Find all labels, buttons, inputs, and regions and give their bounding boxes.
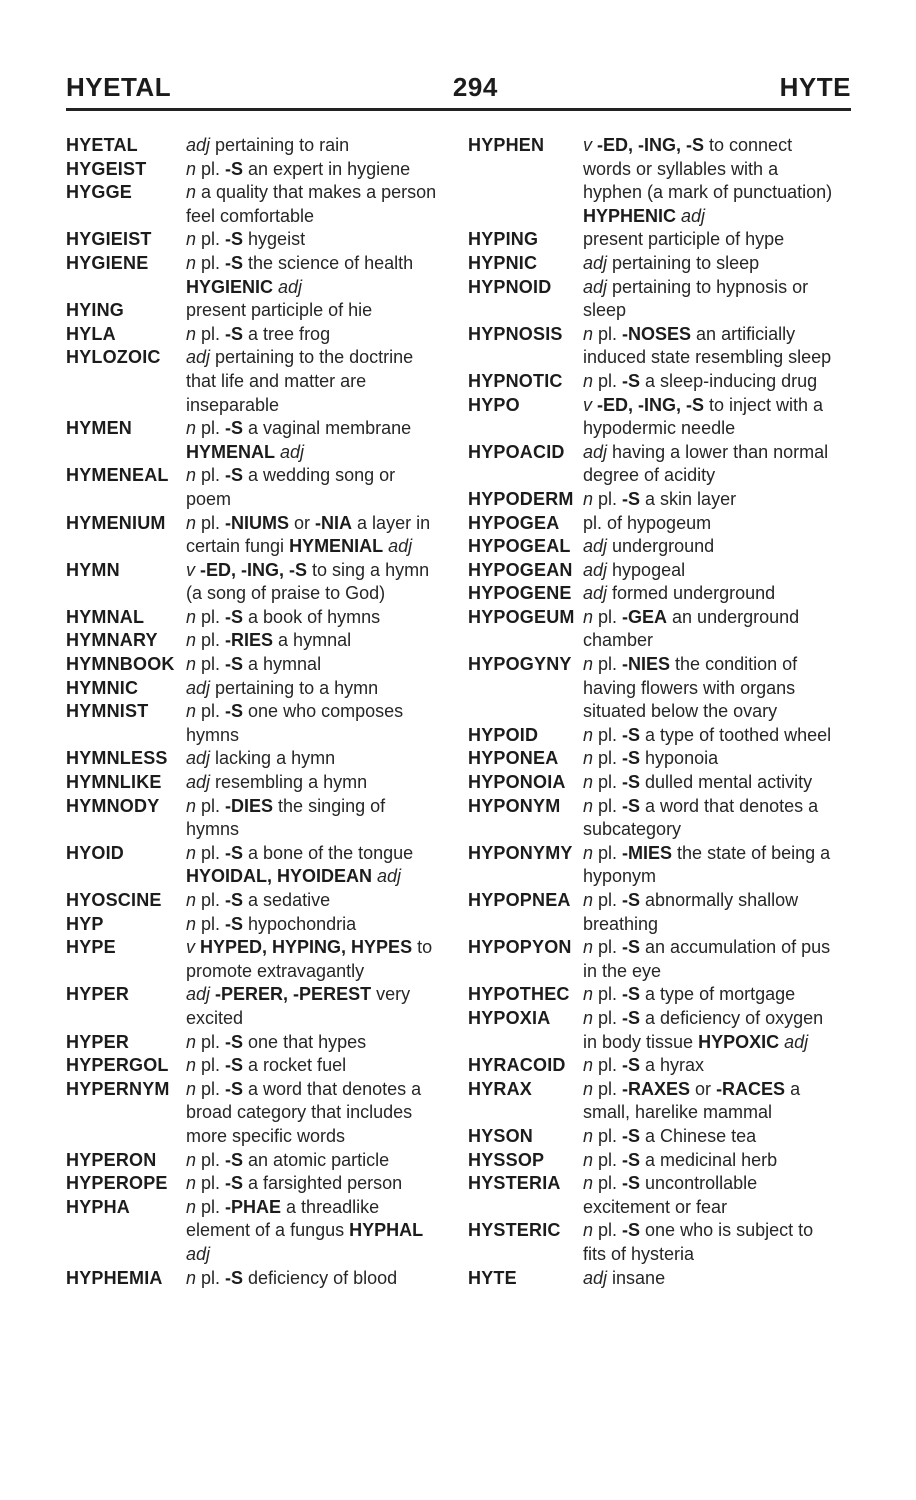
entry-word: HYSTERIC bbox=[468, 1220, 561, 1241]
dictionary-entry bbox=[66, 346, 442, 417]
dictionary-entry bbox=[66, 747, 442, 771]
entry-word: HYPOXIA bbox=[468, 1007, 551, 1028]
entry-word: HYETAL bbox=[66, 135, 138, 155]
dictionary-entry bbox=[468, 582, 838, 606]
entry-word: HYPOGYNY bbox=[468, 654, 572, 675]
entry-word: HYGIENE bbox=[66, 252, 149, 273]
dictionary-entry bbox=[468, 228, 838, 252]
dictionary-entry bbox=[468, 370, 838, 394]
dictionary-entry bbox=[468, 441, 838, 488]
dictionary-entry bbox=[66, 653, 442, 677]
entry-definition: adj having a lower than normal degree of acidity bbox=[583, 441, 829, 486]
entry-definition: adj lacking a hymn bbox=[186, 748, 336, 769]
entry-word: HYPHEMIA bbox=[66, 1267, 163, 1288]
entry-definition: v -ED, -ING, -S to connect words or syllables with a hyphen (a mark of punctuation) HYPHENIC adj bbox=[583, 135, 833, 226]
dictionary-entry bbox=[468, 771, 838, 795]
entry-definition: adj formed underground bbox=[583, 583, 776, 604]
dictionary-entry bbox=[66, 795, 442, 842]
entry-definition: n pl. -S a type of toothed wheel bbox=[583, 724, 832, 745]
entry-word: HYMNARY bbox=[66, 630, 158, 651]
entry-word: HYMEN bbox=[66, 418, 133, 439]
entry-definition: n pl. -S a farsighted person bbox=[186, 1173, 403, 1194]
dictionary-entry bbox=[468, 606, 838, 653]
entry-word: HYMNAL bbox=[66, 606, 145, 627]
entry-definition: n pl. -S a tree frog bbox=[186, 323, 331, 344]
entry-word: HYGGE bbox=[66, 182, 133, 203]
entry-definition: present participle of hie bbox=[186, 300, 373, 321]
entry-word: HYMENIUM bbox=[66, 512, 166, 533]
entry-word: HYPOACID bbox=[468, 441, 565, 462]
dictionary-entry bbox=[468, 1267, 838, 1291]
dictionary-entry bbox=[66, 417, 442, 464]
dictionary-entry bbox=[468, 535, 838, 559]
entry-definition: n pl. -S dulled mental activity bbox=[583, 772, 813, 793]
entry-word: HYSON bbox=[468, 1125, 534, 1146]
entry-definition: n pl. -S an expert in hygiene bbox=[186, 158, 411, 179]
dictionary-entry bbox=[468, 394, 838, 441]
dictionary-entry bbox=[66, 323, 442, 347]
entry-definition: n pl. -S a rocket fuel bbox=[186, 1055, 347, 1076]
dictionary-entry bbox=[66, 1078, 442, 1149]
entry-word: HYPNOSIS bbox=[468, 323, 563, 344]
entry-definition: n pl. -S deficiency of blood bbox=[186, 1267, 398, 1288]
dictionary-entry bbox=[66, 889, 442, 913]
entry-definition: adj -PERER, -PEREST very excited bbox=[186, 984, 411, 1028]
dictionary-entry bbox=[468, 1125, 838, 1149]
dictionary-entry bbox=[468, 983, 838, 1007]
dictionary-entry bbox=[66, 983, 442, 1030]
entry-definition: adj resembling a hymn bbox=[186, 772, 368, 793]
entry-word: HYPO bbox=[468, 394, 520, 415]
entry-word: HYING bbox=[66, 300, 125, 321]
entry-definition: pl. of hypogeum bbox=[583, 512, 712, 533]
dictionary-entry bbox=[468, 512, 838, 536]
entry-definition: n pl. -PHAE a threadlike element of a fungus HYPHAL adj bbox=[186, 1196, 424, 1264]
entry-definition: adj hypogeal bbox=[583, 559, 686, 580]
entry-definition: n pl. -S uncontrollable excitement or fear bbox=[583, 1173, 758, 1217]
dictionary-entry bbox=[468, 252, 838, 276]
dictionary-entry bbox=[66, 1267, 442, 1291]
entry-word: HYMNLESS bbox=[66, 748, 168, 769]
dictionary-entry bbox=[66, 252, 442, 299]
dictionary-entry bbox=[468, 842, 838, 889]
entry-definition: n pl. -S a vaginal membrane HYMENAL adj bbox=[186, 418, 412, 462]
entry-definition: adj pertaining to hypnosis or sleep bbox=[583, 276, 809, 321]
entry-word: HYPOGEAN bbox=[468, 559, 573, 580]
page-number: 294 bbox=[452, 72, 498, 102]
entry-definition: n a quality that makes a person feel comfortable bbox=[186, 182, 437, 226]
entry-word: HYMNODY bbox=[66, 795, 160, 816]
entry-word: HYPONYMY bbox=[468, 842, 573, 863]
dictionary-entry bbox=[66, 771, 442, 795]
entry-definition: n pl. -S one that hypes bbox=[186, 1031, 367, 1052]
entry-definition: n pl. -S an accumulation of pus in the eye bbox=[583, 937, 831, 981]
entry-word: HYPONOIA bbox=[468, 772, 566, 793]
entry-definition: n pl. -S hygeist bbox=[186, 229, 306, 250]
entry-word: HYGIEIST bbox=[66, 229, 152, 250]
entry-definition: n pl. -S a type of mortgage bbox=[583, 984, 796, 1005]
entry-word: HYOID bbox=[66, 842, 125, 863]
dictionary-entry bbox=[66, 1196, 442, 1267]
dictionary-entry bbox=[66, 913, 442, 937]
entry-definition: n pl. -S a book of hymns bbox=[186, 606, 381, 627]
entry-word: HYLA bbox=[66, 323, 116, 344]
entry-definition: n pl. -S a sleep-inducing drug bbox=[583, 370, 818, 391]
dictionary-entry bbox=[468, 724, 838, 748]
entry-word: HYSSOP bbox=[468, 1149, 545, 1170]
entry-word: HYPONYM bbox=[468, 795, 561, 816]
entry-definition: n pl. -S one who composes hymns bbox=[186, 701, 404, 745]
dictionary-entry bbox=[468, 488, 838, 512]
dictionary-entry bbox=[66, 464, 442, 511]
entry-word: HYMNBOOK bbox=[66, 654, 175, 675]
entry-definition: n pl. -S abnormally shallow breathing bbox=[583, 890, 799, 934]
entry-word: HYMNIC bbox=[66, 677, 139, 698]
entry-definition: n pl. -S the science of health HYGIENIC adj bbox=[186, 252, 414, 297]
entry-definition: adj insane bbox=[583, 1267, 666, 1288]
entry-definition: n pl. -S a word that denotes a subcategory bbox=[583, 795, 819, 840]
entry-word: HYPODERM bbox=[468, 488, 574, 509]
entry-word: HYPOGEUM bbox=[468, 606, 575, 627]
dictionary-entry bbox=[468, 747, 838, 771]
entry-word: HYPNOID bbox=[468, 276, 552, 297]
entry-definition: adj underground bbox=[583, 536, 715, 557]
dictionary-entry bbox=[468, 889, 838, 936]
dictionary-entry bbox=[66, 936, 442, 983]
entry-definition: n pl. -NIES the condition of having flowers with organs situated below the ovary bbox=[583, 654, 798, 722]
dictionary-entry bbox=[66, 842, 442, 889]
entry-definition: n pl. -GEA an underground chamber bbox=[583, 606, 800, 651]
entry-definition: adj pertaining to rain bbox=[186, 135, 350, 155]
entry-word: HYPEROPE bbox=[66, 1173, 168, 1194]
dictionary-entry bbox=[66, 1054, 442, 1078]
entry-definition: adj pertaining to sleep bbox=[583, 252, 760, 273]
entry-definition: n pl. -S a Chinese tea bbox=[583, 1125, 757, 1146]
entry-definition: n pl. -S a skin layer bbox=[583, 488, 737, 509]
dictionary-entry bbox=[468, 1219, 838, 1266]
entry-word: HYTE bbox=[468, 1267, 517, 1288]
entry-word: HYPERNYM bbox=[66, 1078, 170, 1099]
entry-definition: n pl. -DIES the singing of hymns bbox=[186, 795, 386, 840]
entry-word: HYPER bbox=[66, 984, 130, 1005]
entry-definition: adj pertaining to the doctrine that life and matter are inseparable bbox=[186, 347, 414, 415]
entry-word: HYOSCINE bbox=[66, 890, 162, 910]
entry-word: HYPER bbox=[66, 1031, 130, 1052]
dictionary-entry bbox=[66, 228, 442, 252]
dictionary-entry bbox=[468, 1078, 838, 1125]
entry-definition: n pl. -RAXES or -RACES a small, harelike mammal bbox=[583, 1078, 801, 1123]
entry-word: HYPERGOL bbox=[66, 1055, 169, 1076]
dictionary-entry bbox=[66, 677, 442, 701]
entry-word: HYPOPNEA bbox=[468, 890, 571, 910]
dictionary-entry bbox=[66, 299, 442, 323]
entry-definition: n pl. -S a sedative bbox=[186, 890, 331, 910]
entry-word: HYPOGEA bbox=[468, 512, 560, 533]
entry-definition: v -ED, -ING, -S to inject with a hypodermic needle bbox=[583, 394, 824, 439]
header-rule bbox=[66, 108, 851, 111]
entry-definition: n pl. -S one who is subject to fits of hysteria bbox=[583, 1220, 814, 1264]
entry-definition: n pl. -S hypochondria bbox=[186, 913, 357, 934]
dictionary-column bbox=[468, 134, 838, 1290]
entry-word: HYMN bbox=[66, 559, 120, 580]
entry-word: HYGEIST bbox=[66, 158, 147, 179]
entry-word: HYPNIC bbox=[468, 252, 538, 273]
entry-definition: n pl. -MIES the state of being a hyponym bbox=[583, 842, 831, 887]
entry-word: HYPERON bbox=[66, 1149, 157, 1170]
dictionary-entry bbox=[66, 512, 442, 559]
dictionary-entry bbox=[468, 795, 838, 842]
entry-word: HYPOID bbox=[468, 724, 539, 745]
entry-word: HYPNOTIC bbox=[468, 370, 563, 391]
entry-word: HYSTERIA bbox=[468, 1173, 561, 1194]
entry-definition: n pl. -S a word that denotes a broad category that includes more specific words bbox=[186, 1078, 422, 1146]
entry-definition: n pl. -NOSES an artificially induced state resembling sleep bbox=[583, 323, 832, 368]
entry-definition: n pl. -S an atomic particle bbox=[186, 1149, 390, 1170]
entries-container bbox=[66, 134, 851, 1290]
guide-word-left: HYETAL bbox=[66, 72, 172, 102]
entry-word: HYMNIST bbox=[66, 701, 149, 722]
entry-word: HYP bbox=[66, 913, 104, 934]
entry-definition: n pl. -S a hyrax bbox=[583, 1055, 705, 1076]
entry-definition: v -ED, -ING, -S to sing a hymn (a song of praise to God) bbox=[186, 559, 430, 604]
entry-word: HYPOTHEC bbox=[468, 984, 570, 1005]
dictionary-entry bbox=[468, 1007, 838, 1054]
entry-definition: n pl. -S a medicinal herb bbox=[583, 1149, 778, 1170]
dictionary-column bbox=[66, 134, 442, 1290]
entry-word: HYRACOID bbox=[468, 1055, 566, 1076]
entry-word: HYPOPYON bbox=[468, 937, 572, 958]
dictionary-entry bbox=[66, 700, 442, 747]
entry-definition: n pl. -S hyponoia bbox=[583, 748, 719, 769]
entry-definition: adj pertaining to a hymn bbox=[186, 677, 379, 698]
entry-word: HYPE bbox=[66, 937, 116, 958]
dictionary-entry bbox=[468, 134, 838, 228]
dictionary-entry bbox=[468, 1172, 838, 1219]
dictionary-entry bbox=[468, 1149, 838, 1173]
entry-definition: n pl. -S a bone of the tongue HYOIDAL, HYOIDEAN adj bbox=[186, 842, 414, 887]
entry-definition: n pl. -S a wedding song or poem bbox=[186, 465, 396, 509]
dictionary-entry bbox=[468, 1054, 838, 1078]
entry-word: HYMNLIKE bbox=[66, 772, 162, 793]
entry-word: HYLOZOIC bbox=[66, 347, 161, 368]
dictionary-entry bbox=[66, 181, 442, 228]
dictionary-entry bbox=[66, 606, 442, 630]
dictionary-entry bbox=[468, 276, 838, 323]
dictionary-entry bbox=[66, 629, 442, 653]
guide-word-right: HYTE bbox=[779, 72, 851, 102]
entry-definition: n pl. -S a deficiency of oxygen in body tissue HYPOXIC adj bbox=[583, 1007, 824, 1052]
dictionary-entry bbox=[66, 158, 442, 182]
entry-word: HYRAX bbox=[468, 1078, 533, 1099]
dictionary-entry bbox=[66, 559, 442, 606]
entry-word: HYPING bbox=[468, 229, 539, 250]
dictionary-entry bbox=[66, 1172, 442, 1196]
dictionary-entry bbox=[468, 559, 838, 583]
entry-definition: n pl. -S a hymnal bbox=[186, 654, 322, 675]
page-header bbox=[66, 72, 851, 108]
entry-definition: v HYPED, HYPING, HYPES to promote extravagantly bbox=[186, 937, 433, 981]
entry-definition: n pl. -RIES a hymnal bbox=[186, 630, 352, 651]
dictionary-entry bbox=[66, 1031, 442, 1055]
entry-word: HYPHA bbox=[66, 1196, 131, 1217]
entry-word: HYPOGENE bbox=[468, 583, 572, 604]
entry-word: HYMENEAL bbox=[66, 465, 169, 486]
dictionary-entry bbox=[66, 134, 442, 158]
entry-definition: n pl. -NIUMS or -NIA a layer in certain fungi HYMENIAL adj bbox=[186, 512, 431, 557]
dictionary-entry bbox=[66, 1149, 442, 1173]
entry-definition: present participle of hype bbox=[583, 229, 785, 250]
dictionary-entry bbox=[468, 936, 838, 983]
dictionary-entry bbox=[468, 653, 838, 724]
entry-word: HYPOGEAL bbox=[468, 536, 571, 557]
entry-word: HYPONEA bbox=[468, 748, 559, 769]
dictionary-entry bbox=[468, 323, 838, 370]
entry-word: HYPHEN bbox=[468, 135, 545, 155]
